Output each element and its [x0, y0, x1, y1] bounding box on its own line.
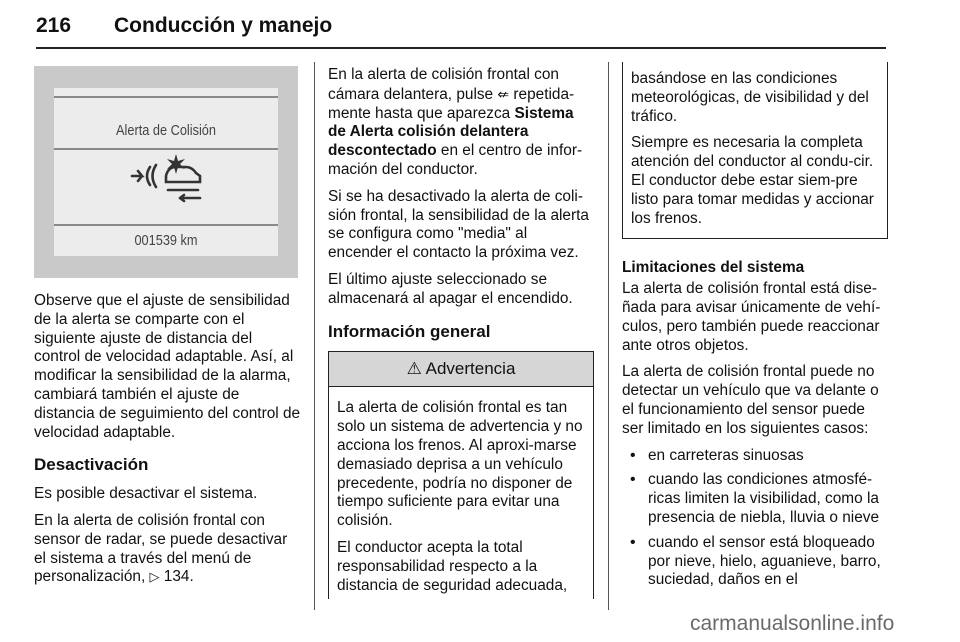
paragraph: Si se ha desactivado la alerta de coli-sión frontal, la sensibilidad de la alerta se configura como "media" al encender el contacto la próxima vez.	[328, 187, 589, 262]
display-title: Alerta de Colisión	[116, 122, 216, 139]
column-divider	[608, 62, 609, 610]
page-reference-arrow-icon: ▷	[149, 569, 160, 585]
watermark: carmanualsonline.info	[690, 612, 895, 635]
instrument-display-figure	[34, 66, 298, 278]
column-divider	[314, 62, 315, 610]
warning-header	[329, 352, 593, 387]
section-heading-limitations: Limitaciones del sistema	[622, 259, 805, 277]
column-2	[328, 66, 594, 599]
warning-body	[329, 387, 593, 599]
warning-box-continued	[622, 62, 888, 239]
paragraph-text: En la alerta de colisión frontal con cámara delantera, pulse	[328, 66, 559, 103]
page-reference[interactable]: 134.	[163, 568, 194, 586]
column-3	[622, 66, 888, 596]
paragraph: Es posible desactivar el sistema.	[34, 485, 258, 503]
paragraph-text: en el centro de infor-mación del conductor.	[328, 142, 583, 178]
paragraph: La alerta de colisión frontal puede no detectar un vehículo que va delante o el funcionamiento del sensor puede ser limitado en los siguientes casos:	[622, 363, 879, 437]
paragraph	[34, 512, 302, 587]
paragraph	[328, 66, 594, 180]
page-header	[36, 12, 886, 48]
paragraph-text: En la alerta de colisión frontal con sensor de radar, se puede desactivar el sistema a través del menú de personalización,	[34, 511, 288, 586]
header-rule	[36, 47, 886, 49]
display-divider	[54, 96, 278, 98]
paragraph: basándose en las condiciones meteorológicas, de visibilidad y del tráfico.	[631, 70, 869, 125]
paragraph: El último ajuste seleccionado se almacenará al apagar el encendido.	[328, 270, 573, 307]
warning-title: Advertencia	[425, 359, 516, 379]
paragraph: Observe que el ajuste de sensibilidad de la alerta se comparte con el siguiente ajuste de distancia del control de velocidad adaptable. Así, al modificar la sensibilidad de la alarma, cambiará también el ajuste de distancia de seguimiento del control de velocidad adaptable.	[34, 292, 301, 441]
display-divider	[54, 224, 278, 226]
section-heading-deactivation: Desactivación	[34, 455, 149, 475]
warning-box	[328, 351, 594, 599]
list-item: • cuando las condiciones atmosfé-ricas limiten la visibilidad, como la presencia de niebla, lluvia o nieve	[622, 471, 888, 527]
warning-icon: ⚠	[406, 359, 422, 379]
paragraph: La alerta de colisión frontal es tan solo un sistema de advertencia y no acciona los frenos. Al aproxi-marse demasiado deprisa a un vehículo precedente, podría no disponer de tiempo suficiente para evitar una colisión.	[337, 399, 583, 530]
steering-control-icon: ⇍	[497, 85, 510, 102]
column-1	[34, 292, 302, 595]
display-divider	[54, 148, 278, 150]
display-screen	[54, 88, 278, 256]
page-number: 216	[36, 14, 72, 37]
chapter-title: Conducción y manejo	[114, 14, 333, 37]
collision-alert-icon	[124, 152, 214, 206]
menu-item-name: Sistema de Alerta colisión delantera descontectado	[328, 104, 574, 160]
limitations-list	[622, 447, 888, 591]
list-item: • en carreteras sinuosas	[622, 447, 888, 466]
paragraph-text: repetida-mente hasta que aparezca	[328, 85, 575, 122]
odometer-readout: 001539 km	[134, 232, 198, 249]
section-heading-general-info: Información general	[328, 321, 491, 341]
paragraph: Siempre es necesaria la completa atención del conductor al condu-cir. El conductor debe estar siem-pre listo para tomar medidas y accionar los frenos.	[631, 134, 874, 227]
paragraph: El conductor acepta la total responsabilidad respecto a la distancia de seguridad adecuada,	[337, 538, 568, 594]
list-item: • cuando el sensor está bloqueado por nieve, hielo, aguanieve, barro, suciedad, daños en el	[622, 534, 888, 590]
paragraph: La alerta de colisión frontal está dise-ñada para avisar únicamente de vehí-culos, pero también puede reaccionar ante otros objetos.	[622, 280, 881, 354]
